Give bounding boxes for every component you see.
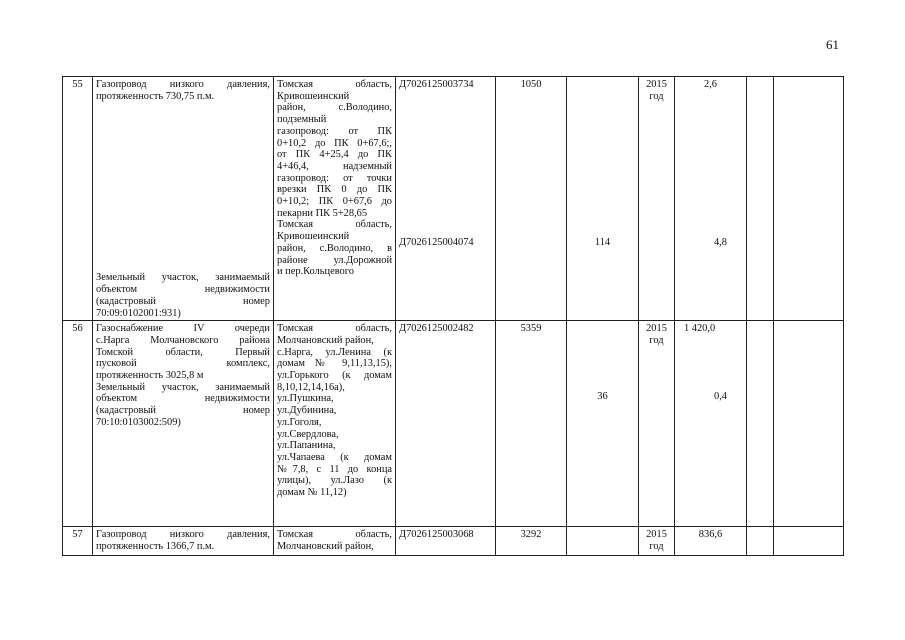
row-number: 55: [63, 77, 93, 321]
value-cell: [675, 321, 747, 527]
year-cell: [639, 527, 675, 556]
text-line: Томская область,: [277, 529, 392, 541]
text-line: Земельный участок, занимаемый: [96, 272, 270, 284]
text-line: ул.Дубинина,: [277, 405, 337, 417]
address-cell: [274, 321, 396, 527]
table-row-55: [63, 77, 844, 321]
plot-area-cell: [567, 321, 639, 527]
text-line: домам № 11,12): [277, 487, 347, 499]
object-name-cell: [93, 321, 274, 527]
object-address: [277, 79, 392, 219]
inventory-id-cell: [396, 321, 496, 527]
text-line: 8,10,12,14,16а),: [277, 381, 345, 393]
text-line: с.Нарга Молчановского района: [96, 334, 270, 346]
length-value: 3292: [520, 529, 542, 541]
object-name-cell: [93, 527, 274, 556]
empty-cell: [747, 527, 774, 556]
year-cell: [639, 321, 675, 527]
length-value: 5359: [520, 323, 542, 335]
empty-cell: [774, 321, 844, 527]
text-line: Томская область,: [277, 219, 392, 231]
plot-area-value: 36: [597, 391, 608, 403]
text-line: ул.Горького (к домам: [277, 370, 392, 382]
value-cell: [675, 527, 747, 556]
cost-value: 2,6: [704, 79, 717, 90]
text-line: с.Нарга, ул.Ленина (к: [277, 346, 392, 358]
text-line: район, с.Володино,: [277, 102, 392, 114]
land-plot-address: [277, 219, 392, 278]
text-line: Газоснабжение IV очереди: [96, 323, 270, 335]
text-line: газопровод: от точки: [277, 172, 392, 184]
text-line: ул.Папанина,: [277, 440, 336, 452]
year-cell: [639, 77, 675, 321]
text-line: 0+10,2; ПК 0+67,6 до: [277, 196, 392, 208]
page-number: 61: [826, 37, 839, 52]
year-value: 2015 год: [646, 79, 667, 102]
cost-value: 1 420,0: [684, 323, 716, 335]
inventory-id-cell: [396, 527, 496, 556]
text-line: Кривошеинский: [277, 90, 350, 102]
empty-cell: [747, 321, 774, 527]
text-line: и пер.Кольцевого: [277, 266, 354, 278]
text-line: объектом недвижимости: [96, 393, 270, 405]
text-line: домам № 9,11,13,15),: [277, 358, 392, 370]
text-line: объектом недвижимости: [96, 284, 270, 296]
value-cell: [675, 77, 747, 321]
property-registry-table: [62, 76, 844, 556]
text-line: Газопровод низкого давления,: [96, 529, 270, 541]
row-number: 57: [63, 527, 93, 556]
text-line: Газопровод низкого давления,: [96, 79, 270, 90]
address-cell: [274, 77, 396, 321]
inventory-id-cell: [396, 77, 496, 321]
text-line: ул.Свердлова,: [277, 428, 339, 440]
plot-area-value: 114: [594, 237, 611, 248]
text-line: Томская область,: [277, 323, 392, 335]
text-line: подземный: [277, 114, 327, 126]
text-line: газопровод: от ПК: [277, 125, 392, 137]
text-line: 70:09:0102001:931): [96, 307, 181, 319]
land-plot-name: [96, 272, 270, 319]
text-line: пусковой комплекс,: [96, 358, 270, 370]
table-row-57: [63, 527, 844, 556]
text-line: врезки ПК 0 до ПК: [277, 184, 392, 196]
text-line: пекарни ПК 5+28,65: [277, 207, 368, 219]
cost-value: 0,4: [714, 390, 727, 402]
text-line: Молчановский район,: [277, 334, 374, 346]
text-line: улицы), ул.Лазо (к: [277, 475, 392, 487]
year-value: 2015 год: [646, 529, 667, 552]
length-cell: [496, 77, 567, 321]
address-cell: [274, 527, 396, 556]
inventory-id: Д7026125004074: [399, 236, 474, 248]
row-number: 56: [63, 321, 93, 527]
text-line: Томской области, Первый: [96, 346, 270, 358]
text-line: район, с.Володино, в: [277, 242, 392, 254]
plot-area-cell: [567, 77, 639, 321]
object-address: [277, 323, 392, 499]
text-line: 4+46,4, надземный: [277, 160, 392, 172]
text-line: протяженность 730,75 п.м.: [96, 90, 215, 102]
inventory-id: Д7026125003734: [399, 79, 474, 90]
cost-value: 4,8: [714, 236, 727, 248]
object-name: [96, 323, 270, 382]
text-line: (кадастровый номер: [96, 405, 270, 417]
table-row-56: [63, 321, 844, 527]
text-line: №7,8, с 11 до конца: [277, 463, 392, 475]
text-line: от ПК 4+25,4 до ПК: [277, 149, 392, 161]
land-plot-name: [96, 382, 270, 429]
object-name: [96, 79, 270, 102]
empty-cell: [774, 77, 844, 321]
text-line: Земельный участок, занимаемый: [96, 381, 270, 393]
length-cell: [496, 527, 567, 556]
text-line: Молчановский район,: [277, 540, 374, 552]
text-line: 70:10:0103002:509): [96, 416, 181, 428]
text-line: ул.Гоголя,: [277, 416, 322, 428]
length-cell: [496, 321, 567, 527]
text-line: ул.Пушкина,: [277, 393, 334, 405]
text-line: ул.Чапаева (к домам: [277, 451, 392, 463]
text-line: (кадастровый номер: [96, 295, 270, 307]
empty-cell: [747, 77, 774, 321]
inventory-id: Д7026125003068: [399, 529, 474, 541]
object-name-cell: [93, 77, 274, 321]
text-line: районе ул.Дорожной: [277, 254, 392, 266]
text-line: Кривошеинский: [277, 231, 350, 243]
cost-value: 836,6: [698, 529, 723, 541]
text-line: протяженность 3025,8 м: [96, 370, 204, 382]
year-value: 2015 год: [646, 323, 667, 346]
inventory-id: Д7026125002482: [399, 323, 474, 335]
text-line: Томская область,: [277, 79, 392, 90]
empty-cell: [774, 527, 844, 556]
length-value: 1050: [520, 79, 542, 90]
plot-area-cell: [567, 527, 639, 556]
text-line: 0+10,2 до ПК 0+67,6;,: [277, 137, 392, 149]
text-line: протяженность 1366,7 п.м.: [96, 540, 215, 552]
